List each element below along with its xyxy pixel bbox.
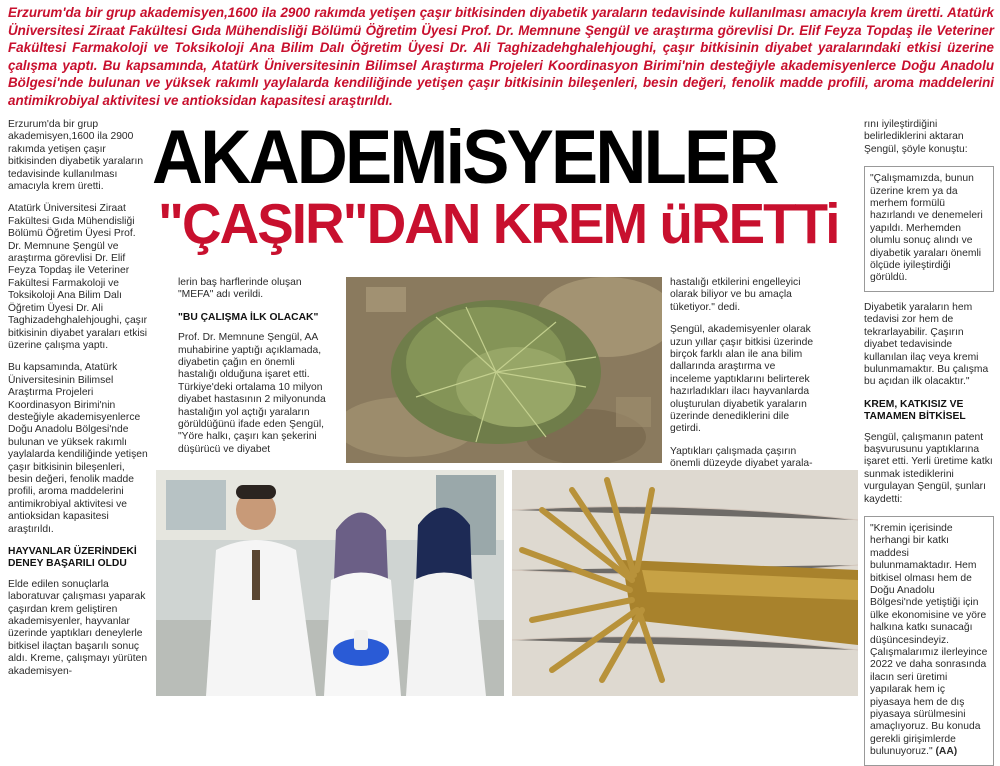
column-4 — [864, 119, 994, 766]
col4-paragraph-2: Diyabetik yaraların hem tedavisi zor hem de tekrarlayabilir. Çaşırın diyabet tedavisinde kullanılan ilaç veya kremi bulunmamaktır. Bu çalışma bu açıdan ilk olacaktır." — [864, 301, 989, 388]
col4-subheading: KREM, KATKISIZ VE TAMAMEN BİTKİSEL — [864, 398, 966, 423]
article-lead: Erzurum'da bir grup akademisyen,1600 ila 2900 rakımda yetişen çaşır bitkisinden diyabetik yaraların tedavisinde kullanılması amacıyla krem üretti. Atatürk Üniversitesi Ziraat Fakültesi Gıda Mühendisliği Bölümü Öğretim Üyesi Prof. Dr. Memnune Şengül ve araştırma görevlisi Dr. Elif Feyza Topdaş ile Veteriner Fakültesi Farmakoloji ve Toksikoloji Ana Bilim Dalı Öğretim Üyesi Dr. Ali Taghizadehghalehjoughi, çaşır bitkisinin diyabet yaralarındaki etkisi üzerine çalışma yaptı. Bu kapsamında, Atatürk Üniversitesinin Bilimsel Araştırma Projeleri Koordinasyon Birimi'nin desteğiyle akademisyenlerce Doğu Anadolu Bölgesi'nde bulunan ve yüksek rakımlı yaylalarda kendiliğinde yetişen çaşır bitkisinin bileşenleri, besin değeri, fenolik madde profili, aroma maddelerini antimikrobiyal aktivitesi ve antioksidan kapasitesi araştırıldı. — [8, 5, 994, 108]
plant-photo-image — [346, 277, 662, 463]
headline-line2: "ÇAŞIR"DAN KREM üRETTi — [158, 192, 839, 256]
col4-quote-2-text: "Kremin içerisinde herhangi bir katkı maddesi bulunmamaktadır. Hem bitkisel olması hem de Doğu Anadolu Bölgesi'nde yetiştiği için ülke ekonomisine ve yöre halkına katkı sunacağı düşüncesindeyiz. Çalışmalarımız ilerleyince 2022 ve daha sonrasında ilacın seri üretimi yapılarak hem iç piyasaya hem de dış piyasaya sürülmesini amaçlıyoruz. Bu konuda gerekli girişimlerde bulunuyoruz." — [870, 522, 988, 758]
col2-subheading: "BU ÇALIŞMA İLK OLACAK" — [178, 311, 319, 323]
col1-subheading: HAYVANLAR ÜZERİNDEKİ DENEY BAŞARILI OLDU — [8, 546, 137, 570]
col4-paragraph-1: rını iyileştirdiğini belirlediklerini aktaran Şengül, şöyle konuştu: — [864, 119, 968, 155]
col2-paragraph-1: lerin baş harflerinde oluşan "MEFA" adı verildi. — [178, 277, 302, 301]
col3-paragraph-3: Yaptıkları çalışmada çaşırın önemli düzeyde diyabet yarala- — [670, 445, 813, 470]
col1-paragraph-4: Elde edilen sonuçlarla laboratuvar çalışması yaparak çaşırdan krem geliştiren akademisyenler, hayvanlar üzerinde yaptıkları deneylerle bitkisel ilaçtan başarılı sonuç aldı. Kreme, çalışmayı yürüten akademisyen- — [8, 578, 148, 677]
col1-paragraph-3: Bu kapsamında, Atatürk Üniversitesinin Bilimsel Araştırma Projeleri Koordinasyon Birimi'nin desteğiyle akademisyenlerce Doğu Anadolu Bölgesi'nde bulunan ve yüksek rakımlı yaylalarda kendiliğinde yetişen çaşır bitkisinin bileşenleri, besin değeri, fenolik madde profili, aroma maddelerini antimikrobiyal aktivitesi ve antioksidan kapasitesi araştırıldı. — [8, 362, 148, 535]
col4-quote-2 — [864, 516, 994, 766]
column-2 — [178, 277, 328, 466]
scientists-photo-image — [156, 470, 504, 696]
col4-quote-1: "Çalışmamızda, bunun üzerine krem ya da merhem formülü hazırlandı ve denemeleri yapıldı. Merhemden olumlu sonuç alındı ve diyabetik yaraları önemli ölçüde iyileştirdiği görüldü. — [864, 166, 994, 292]
column-1 — [8, 119, 148, 688]
dried-plant-photo-image — [512, 470, 858, 696]
col1-paragraph-2: Atatürk Üniversitesi Ziraat Fakültesi Gıda Mühendisliği Bölümü Öğretim Üyesi Prof. Dr. Memnune Şengül ve araştırma görevlisi Dr. Elif Feyza Topdaş ile Veteriner Fakültesi Farmakoloji ve Toksikoloji Ana Bilim Dalı Öğretim Üyesi Dr. Ali Taghizadehghalehjoughi, çaşır bitkisinin diyabet yaraları etkisi üzerine çalışma yaptı. — [8, 203, 148, 351]
column-3 — [670, 277, 818, 481]
col3-paragraph-2: Şengül, akademisyenler olarak uzun yıllar çaşır bitkisi üzerinde birçok farklı alan ile ana bilim dallarında araştırma ve inceleme yaptıklarını belirterek hazırladıkları ilacı hayvanlarda oluşturulan diyabetik yaraların üzerinde denediklerini dile getirdi. — [670, 324, 814, 435]
col3-paragraph-1: hastalığı etkilerini engelleyici olarak biliyor ve bu amaçla tüketiyor." dedi. — [670, 277, 801, 313]
agency-credit: (AA) — [935, 746, 958, 758]
col1-paragraph-1: Erzurum'da bir grup akademisyen,1600 ila 2900 rakımda yetişen çaşır bitkisinden diyabetik yaraların tedavisinde kullanılması amacıyla krem üretti. — [8, 119, 144, 193]
scientists-photo — [156, 470, 504, 696]
headline-line1: AKADEMiSYENLER — [152, 115, 777, 200]
col2-paragraph-2: Prof. Dr. Memnune Şengül, AA muhabirine yaptığı açıklamada, diyabetin çağın en önemli hastalığı olduğuna işaret etti. Türkiye'deki ortalama 10 milyon diyabet hastasının 2 milyonunda hastalığın yol açtığı yaraların görüldüğünü ifade eden Şengül, "Yöre halkı, çaşırı kan şekerini düşürücü ve diyabet — [178, 332, 326, 455]
plant-photo — [346, 277, 662, 463]
col4-paragraph-3: Şengül, çalışmanın patent başvurusunu yaptıklarına işaret etti. Yerli üretime katkı sunmak istediklerini vurgulayan Şengül, şunları kaydetti: — [864, 431, 993, 505]
dried-plant-photo — [512, 470, 858, 696]
